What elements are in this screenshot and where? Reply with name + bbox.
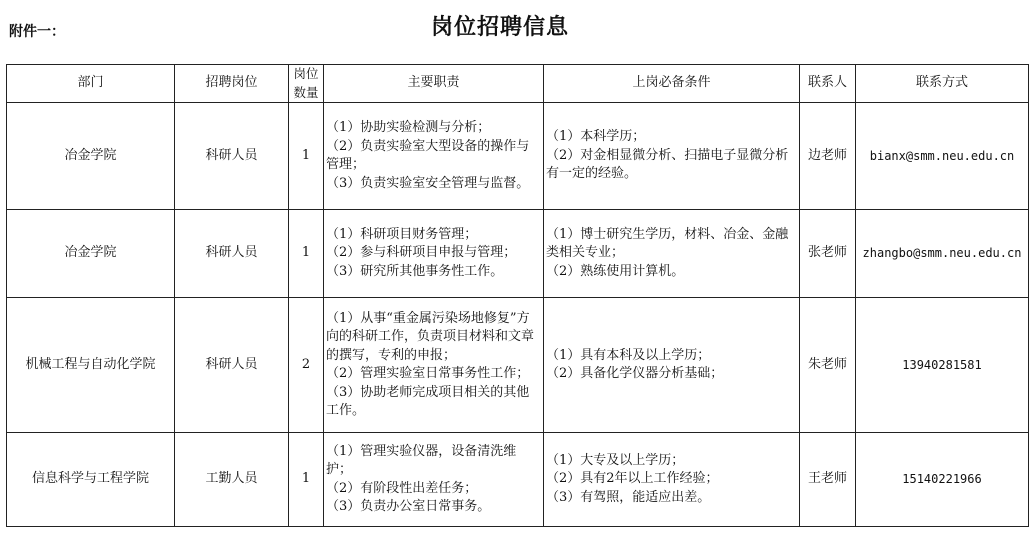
position-cell: 科研人员 <box>175 103 289 210</box>
duty-line: （2）管理实验室日常事务性工作； <box>326 366 530 381</box>
duties-cell <box>324 210 544 298</box>
contact-cell: 朱老师 <box>800 298 856 433</box>
contact-method-cell: 13940281581 <box>856 298 1029 433</box>
requirement-line: （1）大专及以上学历； <box>546 452 685 468</box>
requirement-line: （2）具备化学仪器分析基础； <box>546 366 724 381</box>
requirement-line: （2）熟练使用计算机。 <box>546 263 685 279</box>
table-row <box>7 433 1029 527</box>
quantity-cell: 2 <box>289 298 324 433</box>
requirement-line: （1）具有本科及以上学历； <box>546 347 711 363</box>
position-cell: 科研人员 <box>175 298 289 433</box>
requirements-cell <box>544 433 800 527</box>
dept-cell: 信息科学与工程学院 <box>7 433 175 527</box>
duty-line: （1）协助实验检测与分析； <box>326 120 491 135</box>
duties-cell <box>324 298 544 433</box>
requirements-cell <box>544 298 800 433</box>
table-header-row <box>7 65 1029 103</box>
duty-line: （3）负责办公室日常事务。 <box>326 499 491 514</box>
table-row <box>7 210 1029 298</box>
duty-line: （1）科研项目财务管理； <box>326 226 478 242</box>
dept-cell: 冶金学院 <box>7 103 175 210</box>
duty-line: （2）参与科研项目申报与管理； <box>326 245 517 261</box>
table-row <box>7 298 1029 433</box>
contact-cell: 边老师 <box>800 103 856 210</box>
recruitment-table <box>6 64 1029 527</box>
contact-cell: 张老师 <box>800 210 856 298</box>
header-requirements: 上岗必备条件 <box>544 65 800 103</box>
dept-cell: 冶金学院 <box>7 210 175 298</box>
attachment-label: 附件一： <box>9 24 65 40</box>
duties-cell <box>324 103 544 210</box>
quantity-cell: 1 <box>289 103 324 210</box>
position-cell: 科研人员 <box>175 210 289 298</box>
requirement-line: （2）对金相显微分析、扫描电子显微分析有一定的经验。 <box>546 147 789 182</box>
contact-cell: 王老师 <box>800 433 856 527</box>
duty-line: （1）管理实验仪器，设备清洗维护； <box>326 443 517 477</box>
duty-line: （1）从事“重金属污染场地修复”方向的科研工作，负责项目材料和文章的撰写，专利的申报； <box>326 310 535 363</box>
requirement-line: （3）有驾照，能适应出差。 <box>546 489 711 505</box>
duty-line: （3）协助老师完成项目相关的其他工作。 <box>326 384 530 418</box>
page-title: 岗位招聘信息 <box>430 15 569 40</box>
quantity-cell: 1 <box>289 210 324 298</box>
contact-method-cell: zhangbo@smm.neu.edu.cn <box>856 210 1029 298</box>
duty-line: （2）负责实验室大型设备的操作与管理； <box>326 138 530 172</box>
requirement-line: （1）博士研究生学历，材料、冶金、金融类相关专业； <box>546 226 789 261</box>
contact-method-cell: bianx@smm.neu.edu.cn <box>856 103 1029 210</box>
requirement-line: （2）具有2年以上工作经验； <box>546 471 719 487</box>
header-contact: 联系人 <box>800 65 856 103</box>
dept-cell: 机械工程与自动化学院 <box>7 298 175 433</box>
duty-line: （2）有阶段性出差任务； <box>326 480 478 496</box>
header-quantity: 岗位数量 <box>289 65 324 103</box>
header-method: 联系方式 <box>856 65 1029 103</box>
header-duties: 主要职责 <box>324 65 544 103</box>
requirements-cell <box>544 210 800 298</box>
contact-method-cell: 15140221966 <box>856 433 1029 527</box>
duties-cell <box>324 433 544 527</box>
header-position: 招聘岗位 <box>175 65 289 103</box>
requirement-line: （1）本科学历； <box>546 129 646 145</box>
header-dept: 部门 <box>7 65 175 103</box>
requirements-cell <box>544 103 800 210</box>
duty-line: （3）负责实验室安全管理与监督。 <box>326 175 530 191</box>
table-row <box>7 103 1029 210</box>
position-cell: 工勤人员 <box>175 433 289 527</box>
quantity-cell: 1 <box>289 433 324 527</box>
duty-line: （3）研究所其他事务性工作。 <box>326 263 504 279</box>
